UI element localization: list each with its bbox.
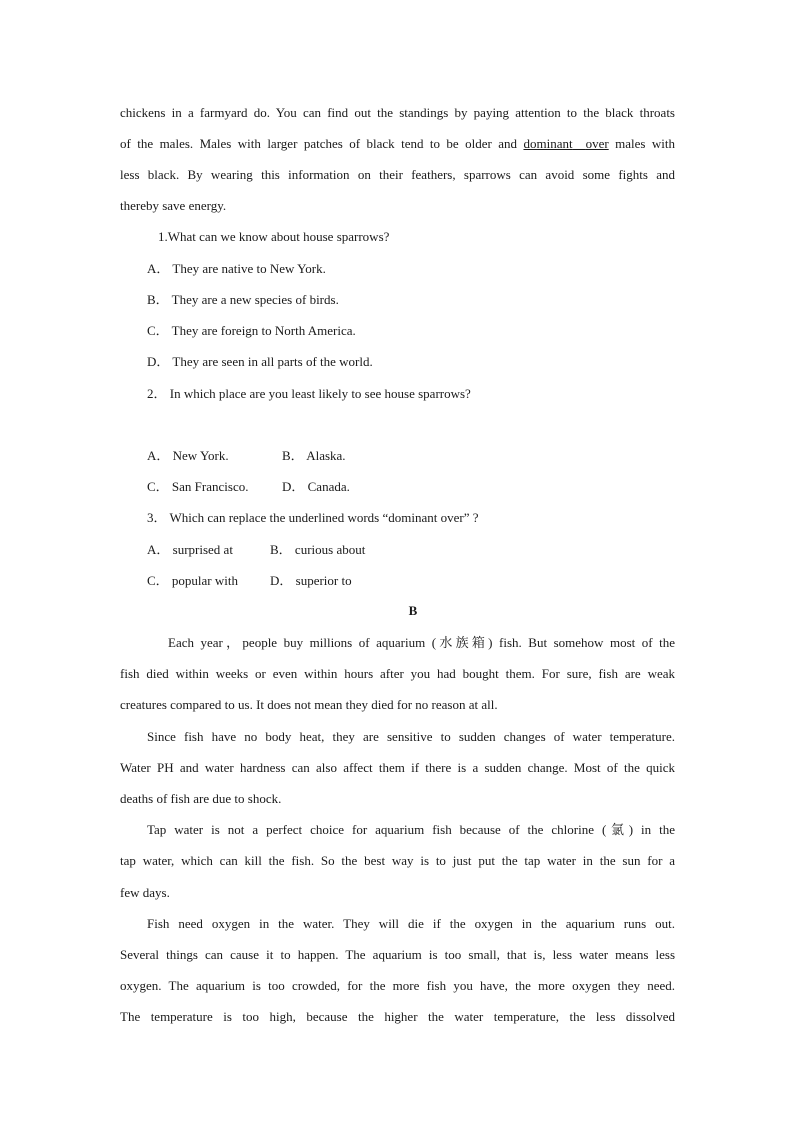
question-1-option-d: D． They are seen in all parts of the world.: [147, 354, 373, 369]
section-b-p3-line-1: Tap water is not a perfect choice for aquarium fish because of the chlorine (氯) in the: [147, 822, 675, 837]
question-1-stem: 1.What can we know about house sparrows?: [158, 229, 390, 244]
section-b-p4-line-2: Several things can cause it to happen. The aquarium is too small, that is, less water means less: [120, 947, 675, 962]
question-3-option-a: A． surprised at: [147, 542, 233, 557]
question-1-option-b: B． They are a new species of birds.: [147, 292, 339, 307]
section-b-p2-line-1: Since fish have no body heat, they are sensitive to sudden changes of water temperature.: [147, 729, 675, 744]
section-b-p4-line-4: The temperature is too high, because the higher the water temperature, the less dissolved: [120, 1009, 675, 1024]
passage-a-line-3: less black. By wearing this information on their feathers, sparrows can avoid some fights and: [120, 167, 675, 182]
passage-a-line-2-pre: of the males. Males with larger patches of black tend to be older and: [120, 136, 524, 151]
section-b-p4-line-1: Fish need oxygen in the water. They will die if the oxygen in the aquarium runs out.: [147, 916, 675, 931]
question-2-option-a: A． New York.: [147, 448, 229, 463]
passage-a-line-1: chickens in a farmyard do. You can find out the standings by paying attention to the black throats: [120, 105, 675, 120]
underlined-dominant: dominant: [523, 136, 573, 151]
passage-a-line-2: [120, 136, 675, 152]
underlined-gap: [573, 136, 586, 151]
section-b-p1-line-1: Each year，people buy millions of aquarium (水族箱) fish. But somehow most of the: [168, 635, 675, 650]
question-2-stem: 2． In which place are you least likely to see house sparrows?: [147, 386, 471, 401]
underlined-over: over: [585, 136, 609, 151]
section-b-p4-line-3: oxygen. The aquarium is too crowded, for the more fish you have, the more oxygen they need.: [120, 978, 675, 993]
section-b-heading: B: [408, 603, 418, 618]
passage-a-line-2-post: males with: [608, 136, 675, 151]
question-3-option-b: B． curious about: [270, 542, 366, 557]
question-2-option-c: C． San Francisco.: [147, 479, 249, 494]
question-1-option-a: A． They are native to New York.: [147, 261, 326, 276]
section-b-p3-line-3: few days.: [120, 885, 170, 900]
section-b-p3-line-2: tap water, which can kill the fish. So the best way is to just put the tap water in the sun for a: [120, 853, 675, 868]
section-b-p2-line-2: Water PH and water hardness can also affect them if there is a sudden change. Most of the quick: [120, 760, 675, 775]
section-b-p2-line-3: deaths of fish are due to shock.: [120, 791, 282, 806]
passage-a-line-4: thereby save energy.: [120, 198, 227, 213]
question-3-stem: 3． Which can replace the underlined words “dominant over” ?: [147, 510, 479, 525]
section-b-p1-line-3: creatures compared to us. It does not mean they died for no reason at all.: [120, 697, 498, 712]
question-3-option-c: C． popular with: [147, 573, 238, 588]
section-b-p1-line-2: fish died within weeks or even within hours after you had bought them. For sure, fish are weak: [120, 666, 675, 681]
question-1-option-c: C． They are foreign to North America.: [147, 323, 356, 338]
question-2-option-b: B． Alaska.: [282, 448, 346, 463]
question-2-option-d: D． Canada.: [282, 479, 350, 494]
question-3-option-d: D． superior to: [270, 573, 352, 588]
